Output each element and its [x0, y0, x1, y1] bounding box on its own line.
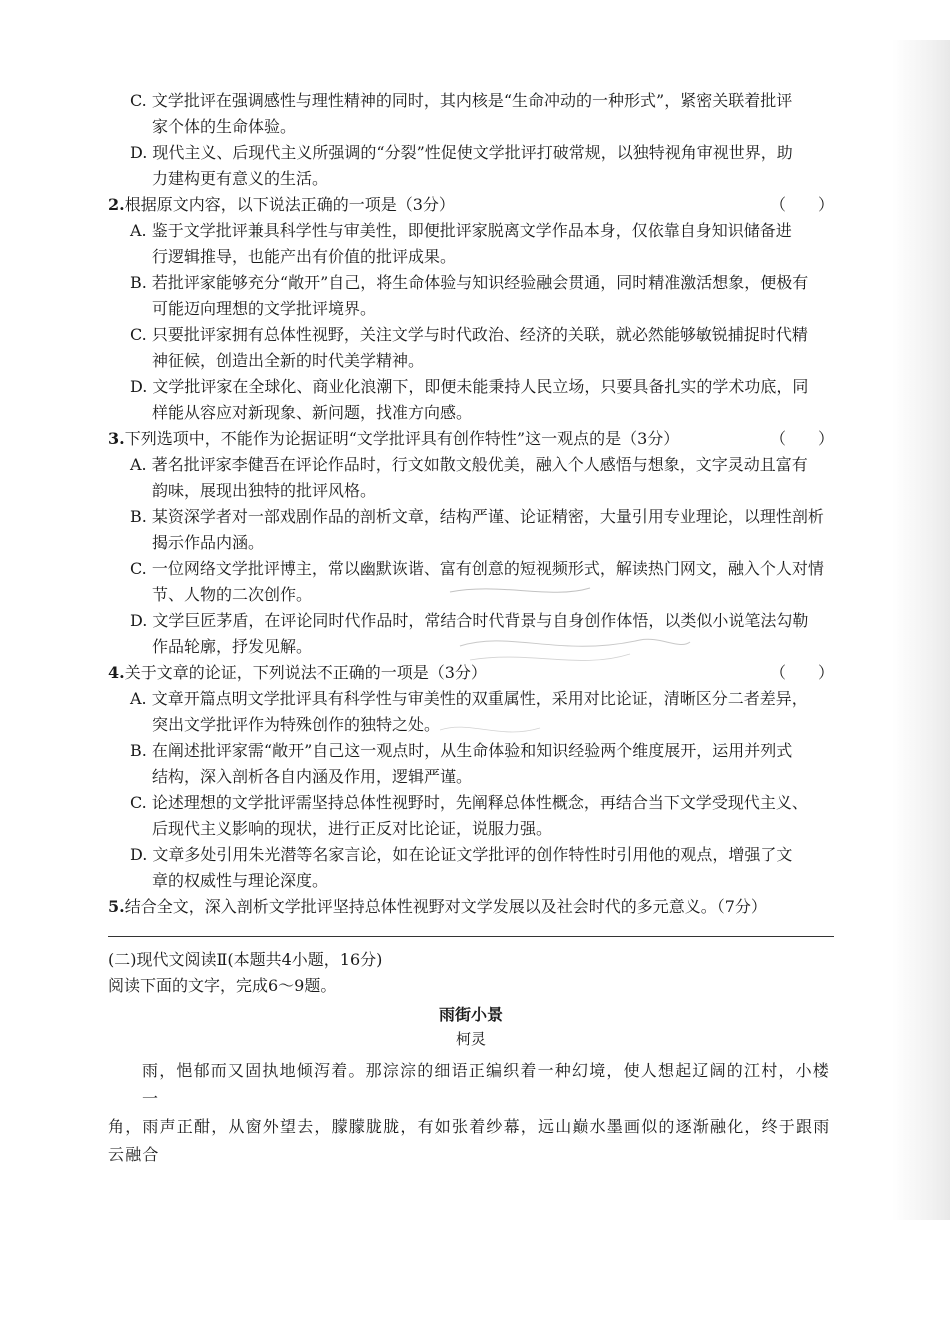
question-3-stem: 下列选项中，不能作为论据证明“文学批评具有创作特性”这一观点的是（3分）	[124, 429, 680, 448]
q1-option-d-line2: 力建构更有意义的生活。	[152, 169, 329, 188]
q3-option-d-line2: 作品轮廓，抒发见解。	[152, 637, 313, 656]
q2-option-b-line2: 可能迈向理想的文学批评境界。	[152, 299, 377, 318]
scan-shadow	[892, 40, 950, 1220]
q2-option-d-line2: 样能从容应对新现象、新问题，找准方向感。	[152, 403, 473, 422]
q3-option-b-line1: B. 某资深学者对一部戏剧作品的剖析文章，结构严谨、论证精密，大量引用专业理论，以理性剖析	[130, 507, 824, 526]
q4-option-c-line1: C. 论述理想的文学批评需坚持总体性视野时，先阐释总体性概念，再结合当下文学受现代主义、	[130, 793, 808, 812]
question-5-stem: 结合全文，深入剖析文学批评坚持总体性视野对文学发展以及社会时代的多元意义。（7分）	[124, 897, 767, 916]
section-2-instruction: 阅读下面的文字，完成6～9题。	[108, 976, 337, 995]
q1-option-d-line1: D. 现代主义、后现代主义所强调的“分裂”性促使文学批评打破常规，以独特视角审视世界，助	[130, 143, 793, 162]
question-4	[108, 660, 834, 686]
question-5-number: 5.	[108, 897, 125, 916]
q1-option-c-line2: 家个体的生命体验。	[152, 117, 297, 136]
question-5	[108, 894, 834, 920]
question-4-stem: 关于文章的论证，下列说法不正确的一项是（3分）	[124, 663, 487, 682]
question-2	[108, 192, 834, 218]
q2-option-d-line1: D. 文学批评家在全球化、商业化浪潮下，即便未能秉持人民立场，只要具备扎实的学术功底，同	[130, 377, 809, 396]
section-divider	[108, 936, 834, 937]
q4-option-b-line2: 结构，深入剖析各自内涵及作用，逻辑严谨。	[152, 767, 473, 786]
q3-option-c-line2: 节、人物的二次创作。	[152, 585, 313, 604]
passage-line-1: 雨，悒郁而又固执地倾泻着。那淙淙的细语正编织着一种幻境，使人想起辽阔的江村，小楼一	[142, 1061, 831, 1108]
passage-author: 柯灵	[455, 1030, 486, 1048]
q3-option-d-line1: D. 文学巨匠茅盾，在评论同时代作品时，常结合时代背景与自身创作体悟，以类似小说笔法勾勒	[130, 611, 809, 630]
q1-option-c-line1: C. 文学批评在强调感性与理性精神的同时，其内核是“生命冲动的一种形式”，紧密关联着批评	[130, 91, 793, 110]
q4-option-c-line2: 后现代主义影响的现状，进行正反对比论证，说服力强。	[152, 819, 553, 838]
q4-option-a-line2: 突出文学批评作为特殊创作的独特之处。	[152, 715, 441, 734]
q2-option-a-line2: 行逻辑推导，也能产出有价值的批评成果。	[152, 247, 457, 266]
question-4-number: 4.	[108, 663, 125, 682]
question-4-answer-blank[interactable]: （ ）	[770, 663, 835, 682]
q3-option-a-line2: 韵味，展现出独特的批评风格。	[152, 481, 377, 500]
question-2-number: 2.	[108, 195, 125, 214]
question-2-answer-blank[interactable]: （ ）	[770, 195, 835, 214]
q3-option-c-line1: C. 一位网络文学批评博主，常以幽默诙谐、富有创意的短视频形式，解读热门网文，融入个人对情	[130, 559, 824, 578]
passage-line-2: 角，雨声正酣，从窗外望去，朦朦胧胧，有如张着纱幕，远山巅水墨画似的逐渐融化，终于跟雨云融合	[108, 1117, 831, 1164]
q4-option-d-line1: D. 文章多处引用朱光潜等名家言论，如在论证文学批评的创作特性时引用他的观点，增强了文	[130, 845, 793, 864]
exam-content	[108, 88, 834, 1169]
q4-option-a-line1: A. 文章开篇点明文学批评具有科学性与审美性的双重属性，采用对比论证，清晰区分二者差异，	[130, 689, 808, 708]
passage-title: 雨街小景	[438, 1005, 503, 1024]
q2-option-b-line1: B. 若批评家能够充分“敞开”自己，将生命体验与知识经验融会贯通，同时精准激活想象，便极有	[130, 273, 809, 292]
question-3	[108, 426, 834, 452]
question-2-stem: 根据原文内容，以下说法正确的一项是（3分）	[124, 195, 455, 214]
question-3-number: 3.	[108, 429, 125, 448]
q2-option-c-line1: C. 只要批评家拥有总体性视野，关注文学与时代政治、经济的关联，就必然能够敏锐捕捉时代精	[130, 325, 808, 344]
q3-option-b-line2: 揭示作品内涵。	[152, 533, 265, 552]
q2-option-a-line1: A. 鉴于文学批评兼具科学性与审美性，即便批评家脱离文学作品本身，仅依靠自身知识储备进	[130, 221, 792, 240]
q4-option-d-line2: 章的权威性与理论深度。	[152, 871, 329, 890]
q3-option-a-line1: A. 著名批评家李健吾在评论作品时，行文如散文般优美，融入个人感悟与想象，文字灵动且富有	[130, 455, 808, 474]
q2-option-c-line2: 神征候，创造出全新的时代美学精神。	[152, 351, 425, 370]
q4-option-b-line1: B. 在阐述批评家需“敞开”自己这一观点时，从生命体验和知识经验两个维度展开，运用并列式	[130, 741, 793, 760]
question-3-answer-blank[interactable]: （ ）	[770, 429, 835, 448]
section-2-heading: (二)现代文阅读Ⅱ(本题共4小题，16分)	[108, 950, 383, 969]
